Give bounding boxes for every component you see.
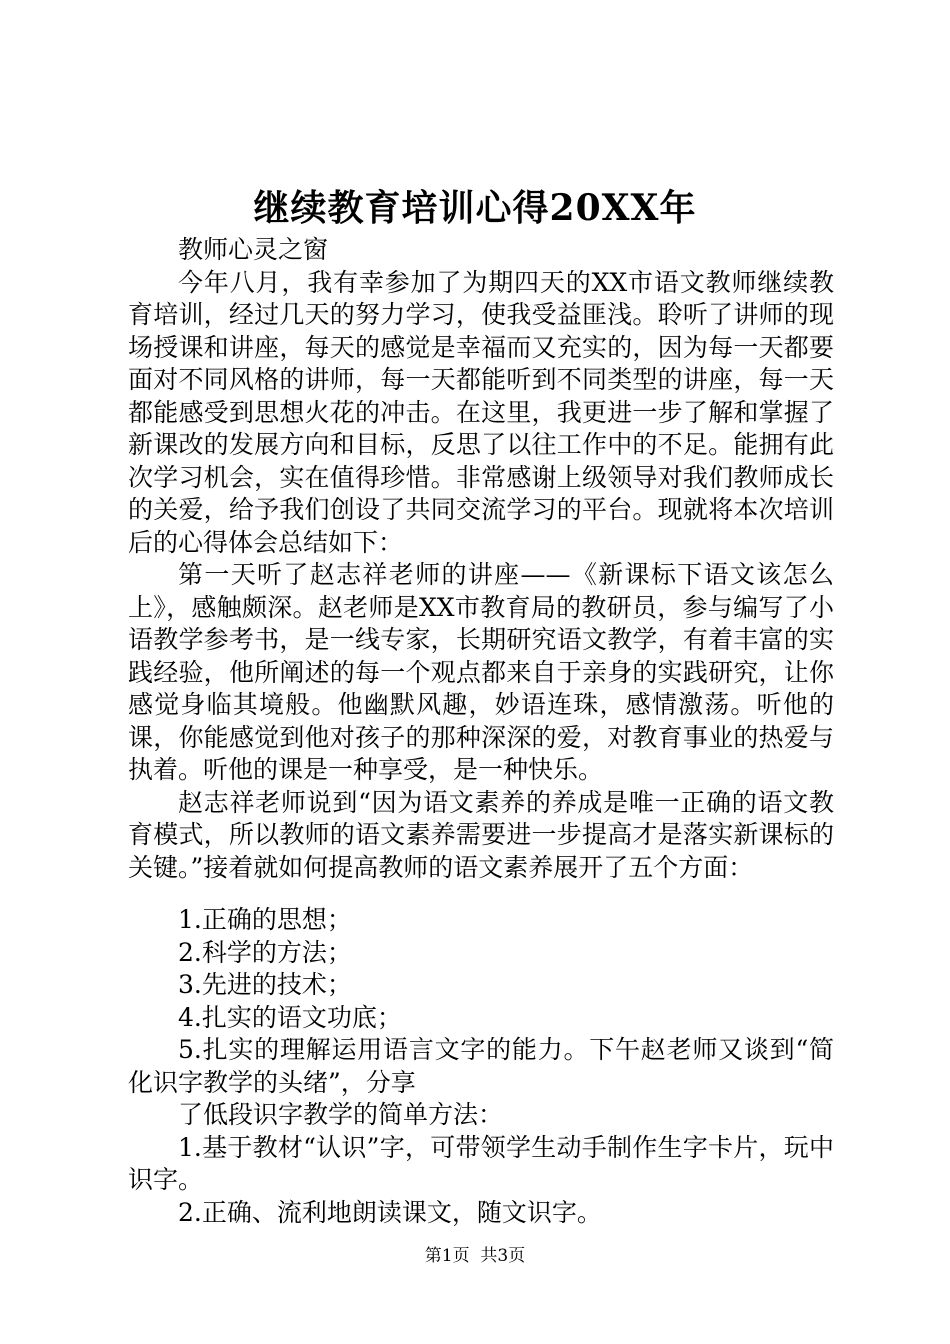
- list-item: 5.扎实的理解运用语言文字的能力。下午赵老师又谈到“简化识字教学的头绪”，分享: [128, 1035, 834, 1097]
- paragraph-subtitle: 教师心灵之窗: [178, 235, 329, 264]
- paragraph-day-one: 第一天听了赵志祥老师的讲座——《新课标下语文该怎么上》，感触颇深。赵老师是XX市教育局的教研员，参与编写了小语教学参考书，是一线专家，长期研究语文教学，有着丰富的实践经验，他所阐述的每一个观点都来自于亲身的实践研究，让你感觉身临其境般。他幽默风趣，妙语连珠，感情激荡。听他的课，你能感觉到他对孩子的那种深深的爱，对教育事业的热爱与执着。听他的课是一种享受，是一种快乐。: [128, 560, 834, 784]
- paragraph-quote: 赵志祥老师说到“因为语文素养的养成是唯一正确的语文教育模式，所以教师的语文素养需要进一步提高才是落实新课标的关键。”接着就如何提高教师的语文素养展开了五个方面：: [128, 787, 834, 882]
- document-body: [128, 234, 834, 1229]
- page-footer: [0, 1244, 950, 1268]
- list-item: 3.先进的技术；: [178, 970, 352, 999]
- page-number: 第1页: [424, 1246, 470, 1266]
- list-item: 1.正确的思想；: [178, 905, 352, 934]
- paragraph-gap: [128, 884, 834, 904]
- page-total: 共3页: [480, 1246, 526, 1266]
- paragraph-intro: 今年八月，我有幸参加了为期四天的XX市语文教师继续教育培训，经过几天的努力学习，使我受益匪浅。聆听了讲师的现场授课和讲座，每天的感觉是幸福而又充实的，因为每一天都要面对不同风格的讲师，每一天都能听到不同类型的讲座，每一天都能感受到思想火花的冲击。在这里，我更进一步了解和掌握了新课改的发展方向和目标，反思了以往工作中的不足。能拥有此次学习机会，实在值得珍惜。非常感谢上级领导对我们教师成长的关爱，给予我们创设了共同交流学习的平台。现就将本次培训后的心得体会总结如下：: [128, 267, 834, 557]
- paragraph-method-intro: 了低段识字教学的简单方法：: [178, 1100, 504, 1129]
- list-item: 2.科学的方法；: [178, 937, 352, 967]
- list-item: 4.扎实的语文功底；: [178, 1002, 402, 1032]
- method-item: 2.正确、流利地朗读课文，随文识字。: [178, 1197, 602, 1227]
- document-title: 继续教育培训心得20XX年: [253, 187, 697, 229]
- method-item: 1.基于教材“认识”字，可带领学生动手制作生字卡片，玩中识字。: [128, 1132, 834, 1194]
